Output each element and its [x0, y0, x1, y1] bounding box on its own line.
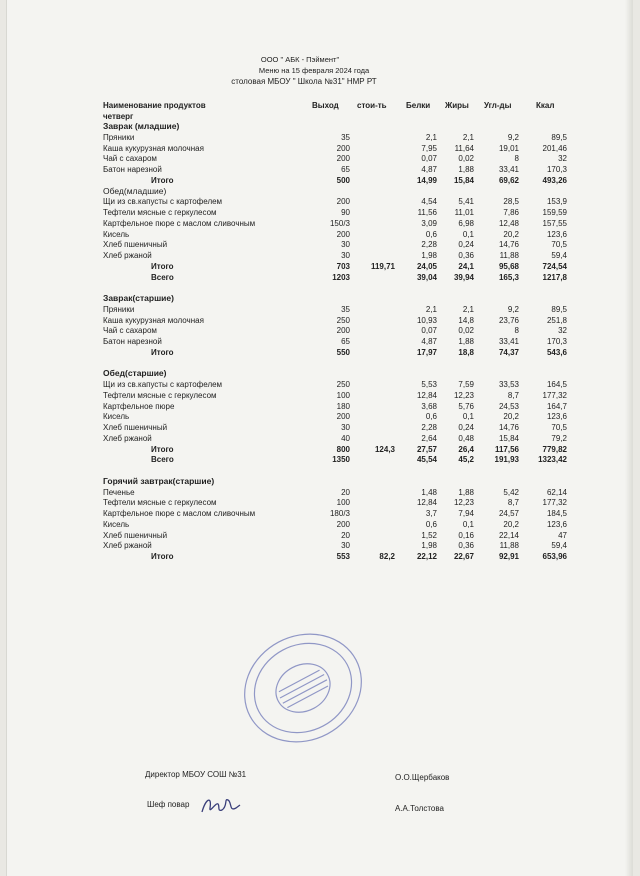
- row-cost: 124,3: [374, 444, 395, 454]
- row-fats: 0,02: [458, 154, 474, 164]
- row-kcal: 177,32: [542, 498, 567, 508]
- row-cost: 82,2: [379, 552, 395, 561]
- row-name: Щи из св.капусты с картофелем: [103, 197, 223, 207]
- row-name: Пряники: [103, 304, 135, 314]
- table-row: [0, 519, 640, 530]
- row-kcal: 493,26: [542, 175, 567, 185]
- row-carbs: 8: [514, 326, 519, 336]
- row-proteins: 12,84: [416, 390, 437, 400]
- row-carbs: 92,91: [498, 552, 519, 561]
- row-carbs: 12,48: [498, 218, 519, 228]
- row-kcal: 1217,8: [542, 272, 567, 282]
- row-output: 30: [341, 423, 350, 432]
- row-proteins: 3,09: [421, 218, 437, 228]
- row-carbs: 8,7: [507, 498, 519, 508]
- row-proteins: 0,6: [425, 519, 437, 529]
- row-kcal: 159,59: [542, 208, 567, 217]
- row-name: Тефтели мясные с геркулесом: [103, 498, 217, 508]
- table-row: [0, 143, 640, 154]
- row-carbs: 11,88: [499, 541, 519, 551]
- row-proteins: 4,87: [421, 337, 437, 346]
- table-row: [0, 497, 640, 508]
- row-fats: 45,2: [458, 455, 474, 465]
- row-name: Итого: [151, 175, 174, 185]
- row-name: Заврак(старшие): [103, 293, 174, 303]
- row-name: Всего: [151, 455, 174, 465]
- row-name: Тефтели мясные с геркулесом: [103, 208, 217, 217]
- row-carbs: 24,57: [498, 509, 519, 518]
- row-fats: 2,1: [462, 304, 474, 314]
- col-header-proteins: Белки: [406, 101, 431, 110]
- row-fats: 18,8: [458, 347, 474, 357]
- row-name: Обед(младшие): [103, 185, 167, 196]
- row-kcal: 62,14: [546, 487, 567, 497]
- row-kcal: 653,96: [542, 552, 567, 561]
- row-proteins: 0,6: [425, 412, 437, 422]
- row-name: Всего: [151, 272, 174, 282]
- row-name: Картфельное пюре с маслом сливочным: [103, 218, 256, 228]
- section-heading: [0, 368, 640, 379]
- table-row: [0, 401, 640, 412]
- table-row: [0, 540, 640, 551]
- row-kcal: 779,82: [542, 444, 567, 454]
- row-kcal: 32: [558, 154, 567, 164]
- row-fats: 24,1: [458, 261, 474, 271]
- total-row: [0, 551, 640, 562]
- col-header-day: четверг: [103, 112, 134, 121]
- row-output: 180/3: [329, 509, 350, 518]
- row-output: 500: [336, 175, 350, 185]
- row-name: Горячий завтрак(старшие): [103, 475, 215, 486]
- row-carbs: 14,76: [498, 423, 519, 432]
- row-fats: 15,84: [453, 175, 474, 185]
- row-proteins: 2,64: [421, 433, 437, 443]
- row-fats: 6,98: [458, 218, 474, 228]
- table-row: [0, 164, 640, 175]
- row-carbs: 20,2: [503, 229, 519, 239]
- row-output: 550: [336, 347, 350, 357]
- row-fats: 26,4: [458, 444, 474, 454]
- row-fats: 0,16: [458, 530, 474, 540]
- row-proteins: 14,99: [416, 175, 437, 185]
- table-row: [0, 325, 640, 336]
- row-carbs: 33,41: [498, 165, 519, 174]
- row-fats: 5,41: [458, 197, 474, 207]
- row-name: Итого: [151, 444, 174, 454]
- row-output: 30: [341, 541, 350, 551]
- row-output: 250: [336, 315, 350, 325]
- row-name: Хлеб пшеничный: [103, 240, 168, 250]
- row-fats: 7,94: [458, 509, 474, 518]
- row-name: Батон нарезной: [103, 337, 162, 346]
- row-output: 200: [336, 229, 350, 239]
- section-heading: [0, 293, 640, 304]
- col-header-carbs: Угл-ды: [484, 101, 512, 110]
- section-heading: [0, 121, 640, 132]
- row-fats: 1,88: [458, 487, 474, 497]
- row-carbs: 14,76: [498, 240, 519, 250]
- total-row: [0, 272, 640, 283]
- row-name: Итого: [151, 347, 174, 357]
- row-carbs: 74,37: [498, 347, 519, 357]
- table-row: [0, 433, 640, 444]
- row-proteins: 22,12: [416, 552, 437, 561]
- row-fats: 0,36: [458, 251, 474, 260]
- table-row: [0, 304, 640, 315]
- row-name: Щи из св.капусты с картофелем: [103, 380, 223, 389]
- row-proteins: 7,95: [421, 143, 437, 153]
- header-canteen: столовая МБОУ " Школа №31" НМР РТ: [231, 77, 377, 86]
- table-row: [0, 207, 640, 218]
- row-carbs: 22,14: [498, 530, 519, 540]
- row-kcal: 170,3: [546, 337, 567, 346]
- row-proteins: 27,57: [416, 444, 437, 454]
- row-carbs: 23,76: [498, 315, 519, 325]
- table-row: [0, 229, 640, 240]
- row-kcal: 184,5: [546, 509, 567, 518]
- row-output: 35: [341, 304, 350, 314]
- row-proteins: 1,98: [421, 541, 437, 551]
- row-proteins: 1,48: [421, 487, 437, 497]
- row-carbs: 28,5: [503, 197, 519, 207]
- total-row: [0, 347, 640, 358]
- table-row: [0, 422, 640, 433]
- row-fats: 12,23: [453, 498, 474, 508]
- row-kcal: 1323,42: [538, 455, 567, 465]
- table-row: [0, 411, 640, 422]
- row-proteins: 2,1: [425, 132, 437, 142]
- row-fats: 0,24: [458, 423, 474, 432]
- row-output: 800: [336, 444, 350, 454]
- row-name: Итого: [151, 552, 174, 561]
- row-kcal: 70,5: [551, 423, 567, 432]
- section-heading: [0, 186, 640, 197]
- row-name: Картфельное пюре: [103, 401, 175, 411]
- col-header-cost: стои-ть: [357, 101, 387, 110]
- row-proteins: 5,53: [421, 380, 437, 389]
- row-kcal: 170,3: [546, 165, 567, 174]
- row-output: 1350: [332, 455, 350, 465]
- table-row: [0, 379, 640, 390]
- row-name: Пряники: [103, 132, 135, 142]
- row-name: Картфельное пюре с маслом сливочным: [103, 509, 256, 518]
- table-row: [0, 487, 640, 498]
- row-name: Тефтели мясные с геркулесом: [103, 390, 217, 400]
- row-fats: 0,02: [458, 326, 474, 336]
- total-row: [0, 175, 640, 186]
- row-proteins: 1,98: [421, 251, 437, 260]
- row-fats: 39,94: [453, 272, 474, 282]
- row-output: 100: [336, 498, 350, 508]
- table-row: [0, 132, 640, 143]
- row-fats: 1,88: [458, 337, 474, 346]
- row-proteins: 4,87: [421, 165, 437, 174]
- row-proteins: 3,7: [425, 509, 437, 518]
- row-output: 200: [336, 412, 350, 422]
- table-row: [0, 239, 640, 250]
- director-label: Директор МБОУ СОШ №31: [145, 770, 247, 779]
- row-proteins: 12,84: [416, 498, 437, 508]
- row-carbs: 9,2: [507, 304, 519, 314]
- row-kcal: 251,8: [546, 315, 567, 325]
- table-row: [0, 250, 640, 261]
- row-proteins: 2,28: [421, 423, 437, 432]
- row-kcal: 59,4: [551, 541, 567, 551]
- row-kcal: 153,9: [546, 197, 567, 207]
- section-heading: [0, 476, 640, 487]
- table-row: [0, 390, 640, 401]
- row-fats: 11,64: [454, 143, 474, 153]
- row-name: Кисель: [103, 229, 130, 239]
- row-kcal: 89,5: [551, 132, 567, 142]
- table-row: [0, 153, 640, 164]
- row-fats: 0,1: [462, 229, 474, 239]
- row-proteins: 39,04: [416, 272, 437, 282]
- row-kcal: 47: [558, 530, 567, 540]
- row-output: 553: [336, 552, 350, 561]
- row-output: 200: [336, 197, 350, 207]
- row-fats: 5,76: [458, 401, 474, 411]
- row-fats: 2,1: [462, 132, 474, 142]
- row-kcal: 89,5: [551, 304, 567, 314]
- chef-signature: [198, 790, 243, 820]
- row-kcal: 724,54: [542, 261, 567, 271]
- row-name: Кисель: [103, 519, 130, 529]
- row-kcal: 70,5: [551, 240, 567, 250]
- row-output: 20: [341, 487, 350, 497]
- row-output: 150/3: [329, 218, 350, 228]
- col-header-output: Выход: [312, 101, 339, 110]
- official-stamp: [238, 628, 368, 748]
- row-fats: 22,67: [453, 552, 474, 561]
- row-name: Хлеб ржаной: [103, 541, 152, 551]
- row-kcal: 201,46: [542, 143, 567, 153]
- row-name: Чай с сахаром: [103, 326, 157, 336]
- row-proteins: 2,1: [425, 304, 437, 314]
- row-output: 703: [336, 261, 350, 271]
- row-name: Хлеб пшеничный: [103, 423, 168, 432]
- row-name: Хлеб ржаной: [103, 433, 152, 443]
- row-name: Кисель: [103, 412, 130, 422]
- row-proteins: 10,93: [416, 315, 437, 325]
- row-carbs: 5,42: [503, 487, 519, 497]
- row-proteins: 3,68: [421, 401, 437, 411]
- row-kcal: 32: [558, 326, 567, 336]
- row-fats: 0,1: [462, 412, 474, 422]
- table-row: [0, 315, 640, 326]
- row-carbs: 15,84: [498, 433, 519, 443]
- row-proteins: 4,54: [421, 197, 437, 207]
- table-row: [0, 196, 640, 207]
- row-name: Заврак (младшие): [103, 121, 180, 131]
- row-fats: 7,59: [458, 380, 474, 389]
- row-fats: 14,8: [458, 315, 474, 325]
- row-fats: 0,1: [462, 519, 474, 529]
- row-output: 200: [336, 143, 350, 153]
- row-fats: 11,01: [454, 208, 474, 217]
- row-output: 200: [336, 326, 350, 336]
- row-output: 20: [341, 530, 350, 540]
- row-carbs: 191,93: [494, 455, 519, 465]
- row-kcal: 123,6: [546, 229, 567, 239]
- col-header-kcal: Ккал: [536, 101, 555, 110]
- row-proteins: 1,52: [421, 530, 437, 540]
- row-name: Каша кукурузная молочная: [103, 143, 204, 153]
- row-carbs: 7,86: [503, 208, 519, 217]
- row-output: 30: [341, 240, 350, 250]
- row-name: Хлеб пшеничный: [103, 530, 168, 540]
- row-carbs: 20,2: [503, 412, 519, 422]
- row-output: 30: [341, 251, 350, 260]
- row-kcal: 79,2: [551, 433, 567, 443]
- row-kcal: 177,32: [542, 390, 567, 400]
- row-output: 200: [336, 154, 350, 164]
- row-name: Каша кукурузная молочная: [103, 315, 204, 325]
- row-kcal: 543,6: [546, 347, 567, 357]
- row-proteins: 0,6: [425, 229, 437, 239]
- row-output: 1203: [332, 272, 350, 282]
- row-carbs: 9,2: [507, 132, 519, 142]
- row-kcal: 59,4: [551, 251, 567, 260]
- chef-name: А.А.Толстова: [395, 804, 444, 813]
- row-kcal: 157,55: [542, 218, 567, 228]
- table-row: [0, 336, 640, 347]
- row-carbs: 69,62: [498, 175, 519, 185]
- row-fats: 0,36: [458, 541, 474, 551]
- row-output: 200: [336, 519, 350, 529]
- header-org: ООО " АБК - Пэймент": [260, 55, 340, 64]
- table-row: [0, 508, 640, 519]
- col-header-name: Наименование продуктов: [103, 101, 206, 110]
- row-proteins: 17,97: [416, 347, 437, 357]
- row-fats: 0,24: [458, 240, 474, 250]
- row-proteins: 11,56: [417, 208, 437, 217]
- row-carbs: 8: [514, 154, 519, 164]
- row-name: Батон нарезной: [103, 165, 162, 174]
- row-carbs: 33,53: [498, 380, 519, 389]
- total-row: [0, 261, 640, 272]
- row-proteins: 0,07: [421, 326, 437, 336]
- row-proteins: 0,07: [421, 154, 437, 164]
- col-header-fats: Жиры: [445, 101, 469, 110]
- row-name: Итого: [151, 261, 174, 271]
- row-output: 40: [341, 433, 350, 443]
- row-output: 250: [336, 380, 350, 389]
- row-output: 35: [341, 132, 350, 142]
- row-output: 90: [341, 208, 350, 217]
- row-carbs: 165,3: [498, 272, 519, 282]
- row-fats: 12,23: [453, 390, 474, 400]
- row-output: 180: [336, 401, 350, 411]
- row-proteins: 24,05: [416, 261, 437, 271]
- row-name: Печенье: [103, 487, 135, 497]
- row-fats: 0,48: [458, 433, 474, 443]
- row-name: Хлеб ржаной: [103, 251, 152, 260]
- row-kcal: 123,6: [546, 519, 567, 529]
- row-carbs: 8,7: [507, 390, 519, 400]
- table-row: [0, 218, 640, 229]
- chef-label: Шеф повар: [147, 800, 190, 809]
- total-row: [0, 454, 640, 465]
- row-carbs: 95,68: [498, 261, 519, 271]
- row-kcal: 164,5: [546, 380, 567, 389]
- total-row: [0, 444, 640, 455]
- table-row: [0, 530, 640, 541]
- row-cost: 119,71: [370, 261, 395, 271]
- row-output: 65: [341, 165, 350, 174]
- row-name: Обед(старшие): [103, 368, 167, 379]
- row-output: 65: [341, 337, 350, 346]
- row-carbs: 24,53: [498, 401, 519, 411]
- row-kcal: 123,6: [546, 412, 567, 422]
- row-fats: 1,88: [458, 165, 474, 174]
- header-menu-date: Меню на 15 февраля 2024 года: [258, 66, 370, 75]
- row-carbs: 19,01: [498, 143, 519, 153]
- row-kcal: 164,7: [546, 401, 567, 411]
- row-proteins: 45,54: [416, 455, 437, 465]
- director-name: О.О.Щербаков: [395, 773, 450, 782]
- row-carbs: 20,2: [503, 519, 519, 529]
- row-carbs: 33,41: [498, 337, 519, 346]
- row-proteins: 2,28: [421, 240, 437, 250]
- row-name: Чай с сахаром: [103, 154, 157, 164]
- row-carbs: 11,88: [499, 251, 519, 260]
- row-output: 100: [336, 390, 350, 400]
- row-carbs: 117,56: [494, 444, 519, 454]
